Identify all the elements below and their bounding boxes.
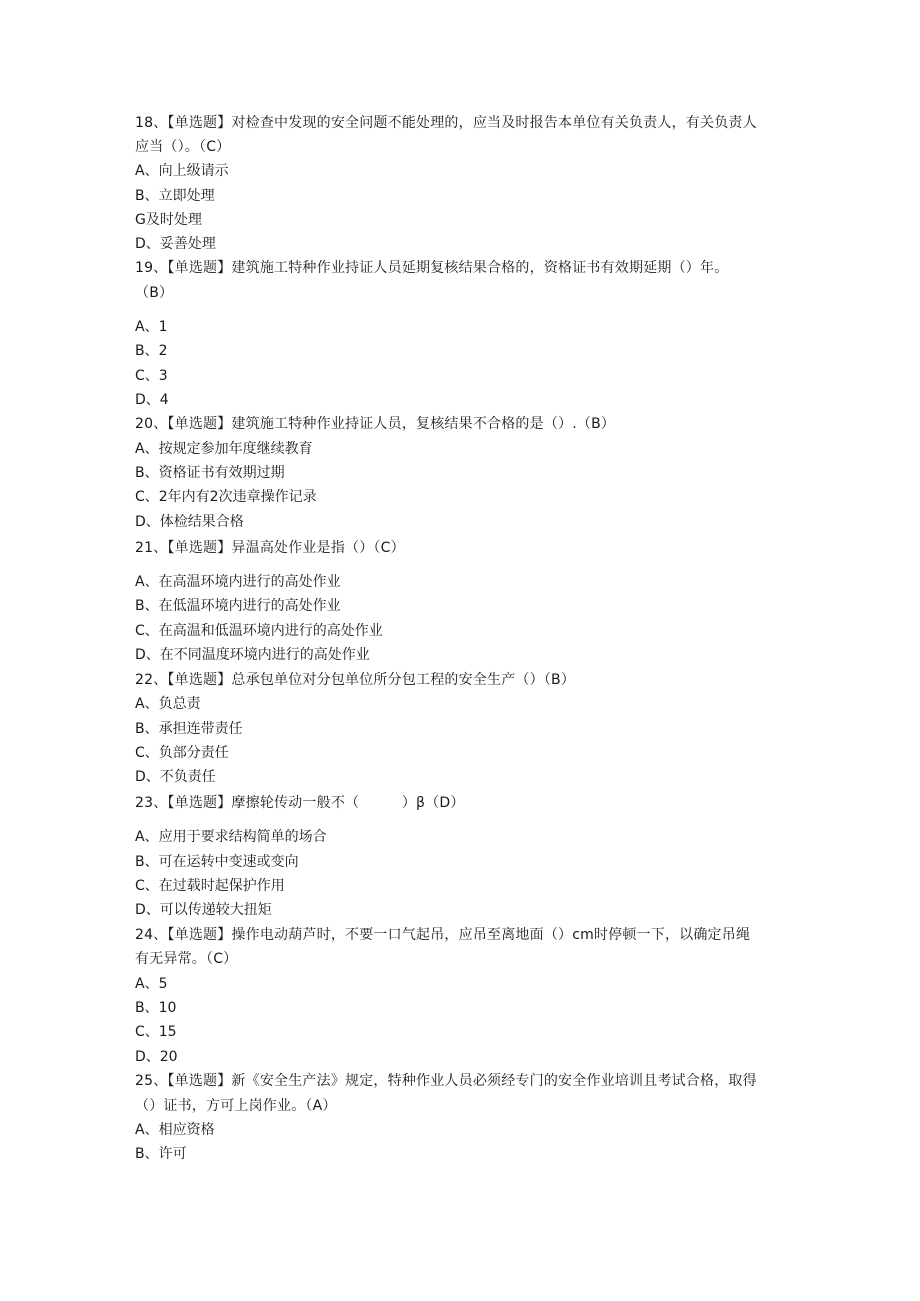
question-stem: 25、【单选题】新《安全生产法》规定，特种作业人员必须经专门的安全作业培训且考试合格，取得 xyxy=(135,1073,757,1089)
option-b: B、资格证书有效期过期 xyxy=(135,465,285,481)
option-b: B、许可 xyxy=(135,1146,187,1162)
question-stem: 19、【单选题】建筑施工特种作业持证人员延期复核结果合格的，资格证书有效期延期（）年。 xyxy=(135,260,729,276)
option-b: B、可在运转中变速或变向 xyxy=(135,854,299,870)
option-a: A、在高温环境内进行的高处作业 xyxy=(135,574,341,590)
question-stem: 24、【单选题】操作电动葫芦时，不要一口气起吊，应吊至离地面（）cm时停顿一下，以确定吊绳 xyxy=(135,927,751,943)
option-a: A、1 xyxy=(135,319,168,335)
option-d: D、在不同温度环境内进行的高处作业 xyxy=(135,647,370,663)
question-stem: 23、【单选题】摩擦轮传动一般不（ ）β（D） xyxy=(135,795,465,811)
option-d: D、不负责任 xyxy=(135,769,216,785)
question-stem: 21、【单选题】异温高处作业是指（）（C） xyxy=(135,540,405,556)
option-a: A、负总责 xyxy=(135,696,201,712)
option-d: D、妥善处理 xyxy=(135,236,216,252)
question-stem: 20、【单选题】建筑施工特种作业持证人员，复核结果不合格的是（）.（B） xyxy=(135,416,616,432)
option-c: C、3 xyxy=(135,368,168,384)
option-b: B、立即处理 xyxy=(135,188,215,204)
question-stem-continued: （B） xyxy=(135,285,174,301)
option-c: C、在高温和低温环境内进行的高处作业 xyxy=(135,623,383,639)
question-stem-continued: 有无异常。（C） xyxy=(135,951,238,967)
question-stem: 18、【单选题】对检查中发现的安全问题不能处理的，应当及时报告本单位有关负责人，有关负责人 xyxy=(135,115,757,131)
option-a: A、5 xyxy=(135,976,168,992)
question-stem: 22、【单选题】总承包单位对分包单位所分包工程的安全生产（）（B） xyxy=(135,672,576,688)
option-d: D、体检结果合格 xyxy=(135,514,244,530)
option-b: B、在低温环境内进行的高处作业 xyxy=(135,598,341,614)
option-c: C、在过载时起保护作用 xyxy=(135,878,285,894)
option-b: B、10 xyxy=(135,1000,177,1016)
option-d: D、20 xyxy=(135,1049,178,1065)
question-stem-continued: （）证书，方可上岗作业。（A） xyxy=(135,1098,337,1114)
option-d: D、4 xyxy=(135,392,169,408)
option-a: A、应用于要求结构简单的场合 xyxy=(135,829,327,845)
option-c: C、2年内有2次违章操作记录 xyxy=(135,489,317,505)
option-a: A、按规定参加年度继续教育 xyxy=(135,441,313,457)
option-c: G及时处理 xyxy=(135,212,202,228)
option-a: A、相应资格 xyxy=(135,1122,215,1138)
option-b: B、2 xyxy=(135,343,168,359)
option-b: B、承担连带责任 xyxy=(135,721,243,737)
question-stem-continued: 应当（）。（C） xyxy=(135,139,231,155)
option-c: C、15 xyxy=(135,1024,177,1040)
option-c: C、负部分责任 xyxy=(135,745,229,761)
option-d: D、可以传递较大扭矩 xyxy=(135,902,272,918)
option-a: A、向上级请示 xyxy=(135,163,229,179)
